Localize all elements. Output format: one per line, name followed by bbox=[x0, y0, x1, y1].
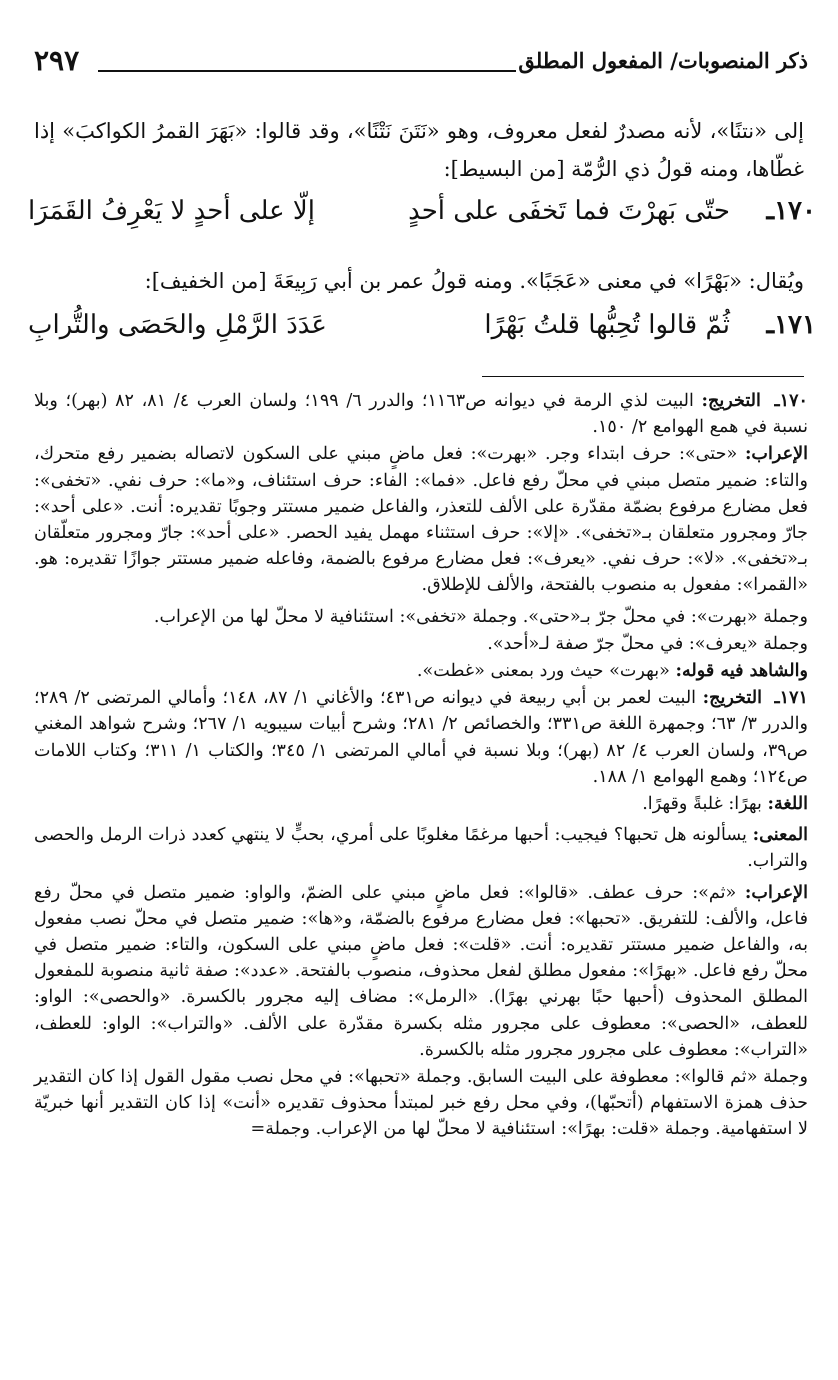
verse-170 bbox=[28, 196, 816, 248]
note-label: اللغة: bbox=[767, 793, 808, 815]
note-text: «حتى»: حرف ابتداء وجر. «بهرت»: فعل ماضٍ مبني على السكون لاتصاله بضمير رفع متحرك، والتاء: ضمير متصل مبني في محلّ رفع فاعل. «فما»: الفاء: حرف استئناف، و«ما»: حرف نفي. «تخفى»: فعل مضارع مرفوع بضمّة مقدّرة على الألف للتعذر، والفاعل ضمير مستتر وجوبًا تقديره: أنت. «على أحد»: جارّ ومجرور متعلقان بـ«تخفى». «إلا»: حرف استثناء مهمل يفيد الحصر. «على أحد»: جارّ ومجرور متعلّقان بـ«تخفى». «لا»: حرف نفي. «يعرف»: فعل مضارع مرفوع بالضمة، وفاعله ضمير مستتر جوازًا تقديره: هو. «القمرا»: مفعول به منصوب بالفتحة، والألف للإطلاق. bbox=[34, 444, 808, 596]
footnotes bbox=[34, 388, 808, 1144]
note-170-irab bbox=[34, 441, 808, 598]
verse-171 bbox=[28, 310, 816, 362]
paragraph-1: إلى «نتنًا»، لأنه مصدرٌ لفعل معروف، وهو «نَتَنَ نَتْنًا»، وقد قالوا: «بَهَرَ القمرُ الكواكبَ» إذا غطّاها، ومنه قولُ ذي الرُّمّة [من البسيط]: bbox=[34, 119, 804, 181]
paragraph-2: ويُقال: «بَهْرًا» في معنى «عَجَبًا». ومنه قولُ عمر بن أبي رَبِيعَةَ [من الخفيف]: bbox=[144, 269, 804, 293]
footnote-divider bbox=[482, 376, 804, 377]
note-text: بهرًا: غلبةً وقهرًا. bbox=[642, 794, 762, 815]
note-171-lugha bbox=[34, 791, 808, 817]
note-text: «بهرت» حيث ورد بمعنى «غطت». bbox=[416, 661, 670, 682]
note-text: البيت لعمر بن أبي ربيعة في ديوانه ص٤٣١؛ والأغاني ١/ ٨٧، ١٤٨؛ وأمالي المرتضى ٢/ ٢٨٩؛ والدرر ٣/ ٦٣؛ وجمهرة اللغة ص٣٣١؛ والخصائص ٢/ ٢٨١؛ وشرح أبيات سيبويه ١/ ٢٦٧؛ وشرح شواهد المغني ص٣٩، ولسان العرب ٤/ ٨٢ (بهر)؛ وبلا نسبة في أمالي المرتضى ١/ ٣٤٥؛ والكتاب ١/ ٣١١؛ وكتاب اللامات ص١٢٤؛ وهمع الهوامع ١/ ١٨٨. bbox=[34, 688, 809, 787]
note-170-jumla-1: وجملة «بهرت»: في محلّ جرّ بـ«حتى». وجملة «تخفى»: استئنافية لا محلّ لها من الإعراب. bbox=[153, 606, 808, 627]
running-header bbox=[34, 44, 808, 84]
note-170-takhrij bbox=[34, 388, 808, 440]
note-number: ١٧١ـ bbox=[774, 687, 808, 709]
verse-hemistich-second: إلّا على أحدٍ لا يَعْرِفُ القَمَرَا bbox=[28, 196, 315, 226]
prose-block-1 bbox=[34, 112, 804, 188]
note-label: والشاهد فيه قوله: bbox=[675, 660, 808, 682]
verse-number: ١٧١ـ bbox=[766, 310, 816, 340]
verse-hemistich-first: حتّى بَهرْتَ فما تَخفَى على أحدٍ bbox=[408, 196, 730, 226]
note-171-jumla: وجملة «ثم قالوا»: معطوفة على البيت السابق. وجملة «تحبها»: في محل نصب مقول القول إذا كان التقدير حذف همزة الاستفهام (أتحبّها)، وفي محل رفع خبر لمبتدأ محذوف تقديره «أنت» إذا كان التقدير أنها خبريّة لا استفهامية. وجملة «قلت: بهرًا»: استئنافية لا محلّ لها من الإعراب. وجملة= bbox=[34, 1067, 808, 1140]
note-171-takhrij bbox=[34, 685, 808, 790]
header-rule bbox=[98, 70, 516, 72]
note-number: ١٧٠ـ bbox=[774, 390, 808, 411]
header-title: ذكر المنصوبات/ المفعول المطلق bbox=[518, 48, 808, 73]
note-label: التخريج: bbox=[701, 390, 761, 411]
note-170-shahid bbox=[34, 658, 808, 684]
note-label: المعنى: bbox=[752, 824, 809, 846]
note-text: «ثم»: حرف عطف. «قالوا»: فعل ماضٍ مبني على الضمّ، والواو: ضمير متصل في محلّ رفع فاعل، والألف: للتفريق. «تحبها»: فعل مضارع مرفوع بالضمّة، و«ها»: ضمير متصل في محلّ نصب مفعول به، والفاعل ضمير مستتر تقديره: أنت. «قلت»: فعل ماضٍ مبني على السكون، والتاء: ضمير متصل في محلّ رفع فاعل. «بهرًا»: مفعول مطلق لفعل محذوف، منصوب بالفتحة. «عدد»: صفة ثانية منصوبة للمفعول المطلق المحذوف (أحبها حبًا بهرني بهرًا). «الرمل»: مضاف إليه مجرور بالكسرة. «والحصى»: الواو: للعطف، «الحصى»: معطوف على مجرور مثله بكسرة مقدّرة على الألف. «والتراب»: الواو: للعطف، «التراب»: معطوف على مجرور مجرور مثله بالكسرة. bbox=[34, 882, 808, 1060]
verse-hemistich-first: ثُمّ قالوا تُحِبُّها قلتُ بَهْرًا bbox=[484, 310, 730, 340]
note-170-jumla-2: وجملة «يعرف»: في محلّ جرّ صفة لـ«أحد». bbox=[487, 633, 808, 654]
verse-hemistich-second: عَدَدَ الرَّمْلِ والحَصَى والتُّرابِ bbox=[28, 310, 327, 340]
verse-number: ١٧٠ـ bbox=[766, 196, 816, 226]
note-text: يسألونه هل تحبها؟ فيجيب: أحبها مرغمًا مغلوبًا على أمري، بحبٍّ لا ينتهي كعدد ذرات الرمل والحصى والتراب. bbox=[34, 825, 808, 872]
note-label: الإعراب: bbox=[744, 881, 808, 903]
note-label: الإعراب: bbox=[744, 443, 809, 465]
note-text: البيت لذي الرمة في ديوانه ص١١٦٣؛ والدرر ٦/ ١٩٩؛ ولسان العرب ٤/ ٨١، ٨٢ (بهر)؛ وبلا نسبة في همع الهوامع ٢/ ١٥٠. bbox=[34, 391, 808, 438]
note-171-irab bbox=[34, 880, 808, 1063]
prose-block-2 bbox=[34, 262, 804, 300]
note-171-mana bbox=[34, 822, 808, 874]
page-number: ٢٩٧ bbox=[34, 44, 80, 77]
note-label: التخريج: bbox=[702, 687, 762, 709]
